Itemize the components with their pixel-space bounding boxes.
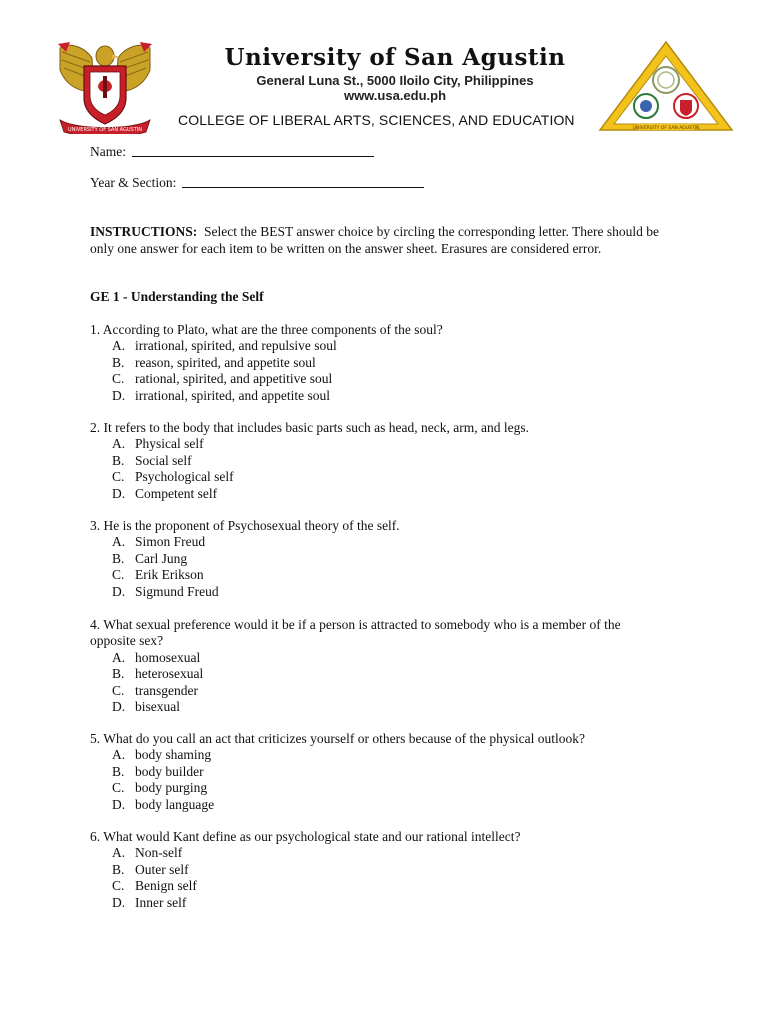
- option-letter: D.: [112, 796, 126, 812]
- option-b[interactable]: [90, 551, 670, 567]
- instructions-heading: INSTRUCTIONS:: [90, 224, 198, 239]
- option-letter: B.: [112, 354, 125, 370]
- option-letter: B.: [112, 666, 125, 682]
- option-b[interactable]: [90, 666, 670, 682]
- option-letter: C.: [112, 469, 125, 485]
- question-text-line-1: 4. What sexual preference would it be if a person is attracted to somebody who is a member of the: [90, 617, 621, 632]
- option-c[interactable]: [90, 469, 670, 485]
- question-1: [90, 322, 670, 404]
- option-text: Social self: [135, 452, 192, 468]
- option-c[interactable]: [90, 371, 670, 387]
- university-seal-icon: [56, 40, 154, 134]
- option-a[interactable]: [90, 845, 670, 861]
- option-text: homosexual: [135, 649, 201, 665]
- option-text: Outer self: [135, 861, 189, 877]
- section-title: GE 1 - Understanding the Self: [90, 289, 264, 304]
- option-letter: B.: [112, 763, 125, 779]
- option-text: Erik Erikson: [135, 567, 204, 583]
- option-letter: D.: [112, 485, 126, 501]
- option-text: heterosexual: [135, 666, 204, 682]
- name-field-row: [90, 144, 374, 160]
- question-2: [90, 420, 670, 502]
- option-text: rational, spirited, and appetitive soul: [135, 371, 333, 387]
- option-c[interactable]: [90, 780, 670, 796]
- option-b[interactable]: [90, 862, 670, 878]
- option-letter: A.: [112, 747, 126, 763]
- university-name: University of San Agustin: [224, 44, 566, 71]
- option-text: body shaming: [135, 747, 212, 763]
- option-c[interactable]: [90, 878, 670, 894]
- instructions-line-2: only one answer for each item to be written on the answer sheet. Erasures are considered error.: [90, 241, 602, 256]
- option-text: Non-self: [135, 845, 183, 861]
- option-letter: C.: [112, 371, 125, 387]
- option-letter: A.: [112, 338, 126, 354]
- section-label: Year & Section:: [90, 175, 177, 190]
- option-text: Benign self: [135, 878, 197, 894]
- option-d[interactable]: [90, 895, 670, 911]
- question-4: [90, 617, 670, 715]
- options-list: [90, 747, 670, 813]
- question-6: [90, 829, 670, 911]
- option-c[interactable]: [90, 683, 670, 699]
- name-field[interactable]: [132, 155, 374, 157]
- option-text: Carl Jung: [135, 550, 188, 566]
- option-letter: A.: [112, 649, 126, 665]
- option-b[interactable]: [90, 764, 670, 780]
- option-text: Psychological self: [135, 469, 234, 485]
- option-letter: A.: [112, 534, 126, 550]
- option-letter: D.: [112, 698, 126, 714]
- options-list: [90, 338, 670, 404]
- option-letter: B.: [112, 452, 125, 468]
- option-text: Inner self: [135, 894, 187, 910]
- option-letter: B.: [112, 861, 125, 877]
- question-3: [90, 518, 670, 600]
- option-text: Physical self: [135, 436, 204, 452]
- option-d[interactable]: [90, 486, 670, 502]
- question-text: 2. It refers to the body that includes basic parts such as head, neck, arm, and legs.: [90, 420, 529, 435]
- option-letter: C.: [112, 682, 125, 698]
- options-list: [90, 650, 670, 716]
- question-text: 6. What would Kant define as our psychological state and our rational intellect?: [90, 829, 521, 844]
- option-b[interactable]: [90, 355, 670, 371]
- option-text: body language: [135, 796, 215, 812]
- option-letter: D.: [112, 583, 126, 599]
- option-text: body purging: [135, 780, 208, 796]
- option-a[interactable]: [90, 436, 670, 452]
- question-text: 1. According to Plato, what are the three components of the soul?: [90, 322, 443, 337]
- option-d[interactable]: [90, 699, 670, 715]
- question-text: 3. He is the proponent of Psychosexual theory of the self.: [90, 518, 400, 533]
- option-a[interactable]: [90, 650, 670, 666]
- option-a[interactable]: [90, 338, 670, 354]
- option-text: transgender: [135, 682, 198, 698]
- option-text: body builder: [135, 763, 204, 779]
- instructions: [90, 223, 680, 257]
- option-letter: C.: [112, 878, 125, 894]
- option-a[interactable]: [90, 534, 670, 550]
- svg-text:UNIVERSITY OF SAN AGUSTIN: UNIVERSITY OF SAN AGUSTIN: [67, 127, 143, 133]
- option-text: Competent self: [135, 485, 218, 501]
- option-text: Sigmund Freud: [135, 583, 219, 599]
- option-a[interactable]: [90, 747, 670, 763]
- question-text: 5. What do you call an act that criticizes yourself or others because of the physical outlook?: [90, 731, 585, 746]
- option-b[interactable]: [90, 453, 670, 469]
- section-field-row: [90, 175, 424, 191]
- options-list: [90, 436, 670, 502]
- option-text: irrational, spirited, and repulsive soul: [135, 338, 337, 354]
- options-list: [90, 534, 670, 600]
- university-website: www.usa.edu.ph: [343, 88, 447, 103]
- section-field[interactable]: [182, 186, 424, 188]
- option-d[interactable]: [90, 797, 670, 813]
- option-d[interactable]: [90, 388, 670, 404]
- option-text: irrational, spirited, and appetite soul: [135, 387, 330, 403]
- option-letter: B.: [112, 550, 125, 566]
- college-name: COLLEGE OF LIBERAL ARTS, SCIENCES, AND EDUCATION: [178, 112, 575, 128]
- option-letter: A.: [112, 436, 126, 452]
- option-letter: D.: [112, 894, 126, 910]
- option-letter: A.: [112, 845, 126, 861]
- option-text: bisexual: [135, 698, 180, 714]
- option-text: Simon Freud: [135, 534, 206, 550]
- options-list: [90, 845, 670, 911]
- question-5: [90, 731, 670, 813]
- option-letter: C.: [112, 567, 125, 583]
- instructions-line-1: Select the BEST answer choice by circling the corresponding letter. There should be: [204, 224, 660, 239]
- option-d[interactable]: [90, 584, 670, 600]
- option-c[interactable]: [90, 567, 670, 583]
- letterhead: [0, 0, 768, 140]
- option-letter: C.: [112, 780, 125, 796]
- college-triangle-seal-icon: [598, 40, 734, 134]
- option-text: reason, spirited, and appetite soul: [135, 354, 316, 370]
- svg-text:UNIVERSITY OF SAN AGUSTIN: UNIVERSITY OF SAN AGUSTIN: [632, 126, 700, 131]
- name-label: Name:: [90, 144, 126, 159]
- question-text-line-2: opposite sex?: [90, 633, 164, 649]
- university-address: General Luna St., 5000 Iloilo City, Philippines: [256, 73, 534, 88]
- option-letter: D.: [112, 387, 126, 403]
